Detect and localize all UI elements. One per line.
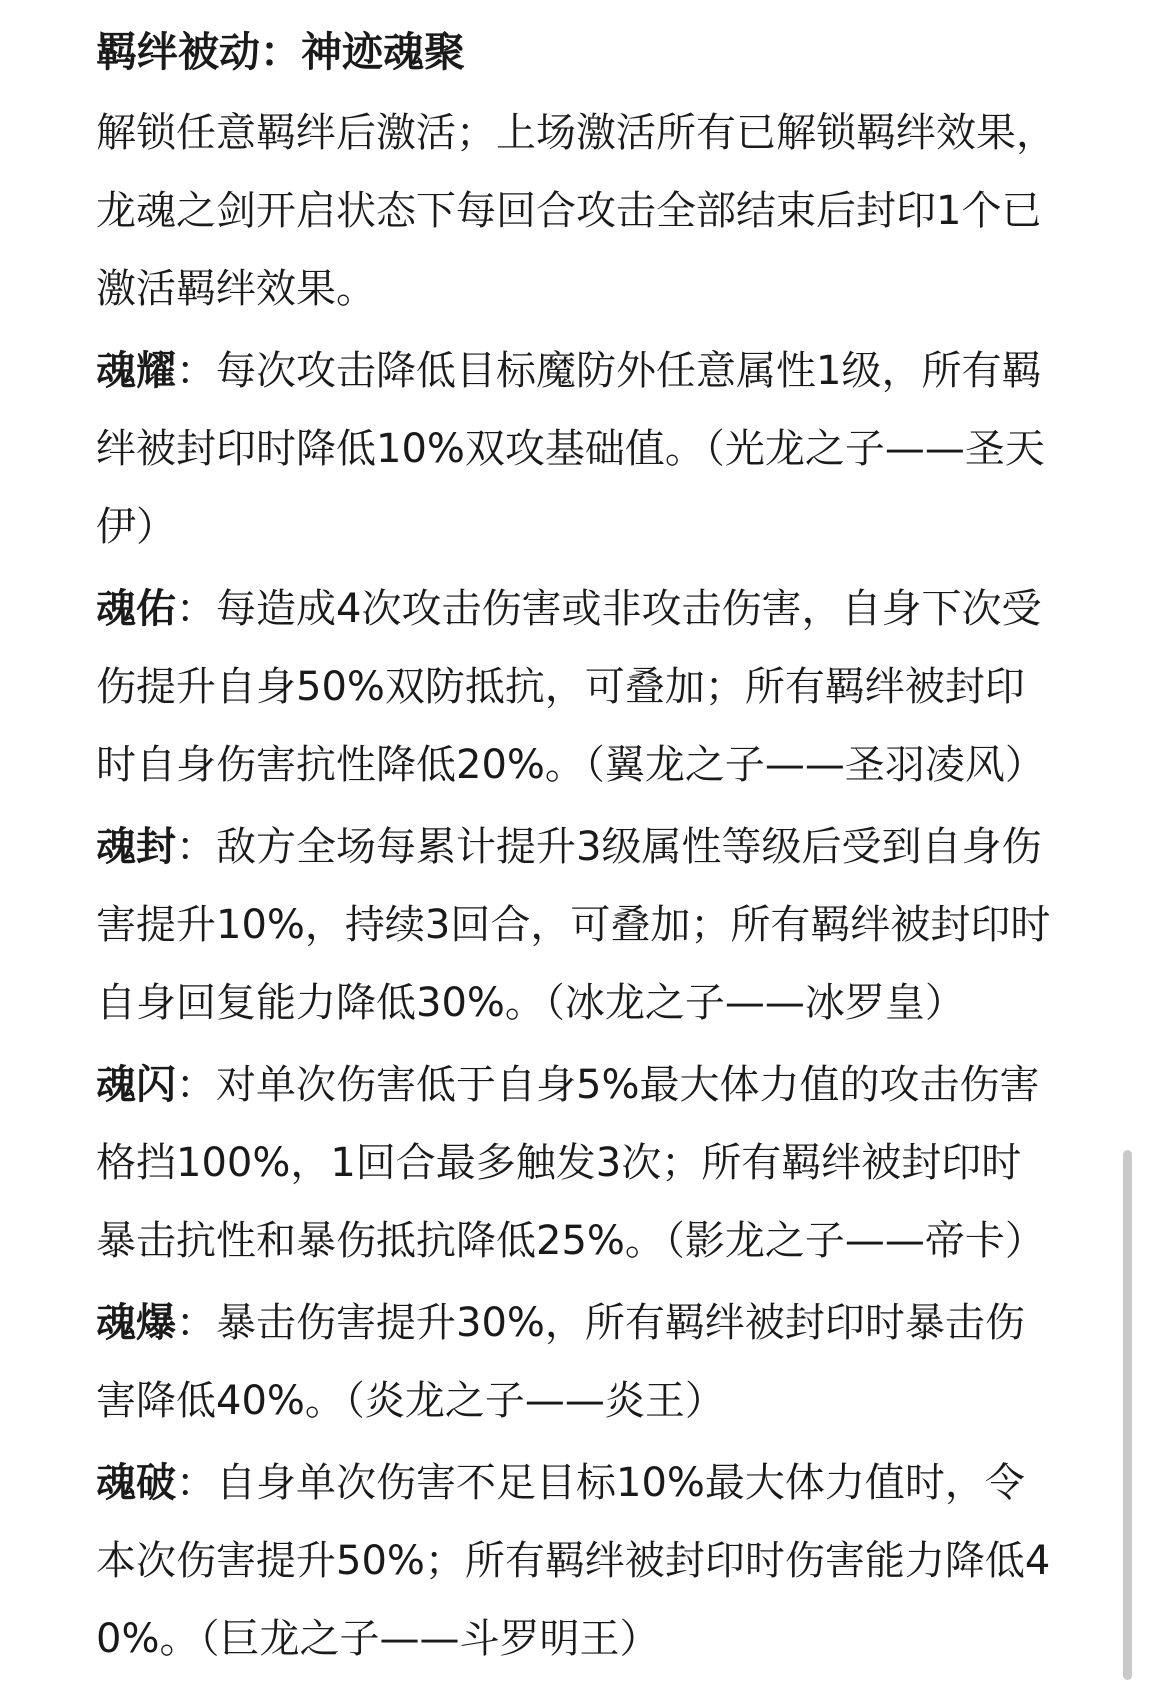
effect-term: 魂爆 xyxy=(96,1300,176,1346)
effect-description: 每造成4次攻击伤害或非攻击伤害，自身下次受伤提升自身50%双防抵抗，可叠加；所有羁绊被封印时自身伤害抗性降低20%。（翼龙之子——圣羽凌风） xyxy=(96,586,1045,788)
effect-separator: ： xyxy=(176,348,216,394)
intro-paragraph: 解锁任意羁绊后激活；上场激活所有已解锁羁绊效果，龙魂之剑开启状态下每回合攻击全部结束后封印1个已激活羁绊效果。 xyxy=(96,110,1056,312)
effect-description: 每次攻击降低目标魔防外任意属性1级，所有羁绊被封印时降低10%双攻基础值。（光龙之子——圣天伊） xyxy=(96,348,1045,550)
effect-paragraph-hunfeng xyxy=(96,808,1056,1042)
article-content xyxy=(96,24,1056,1682)
effect-description: 对单次伤害低于自身5%最大体力值的攻击伤害格挡100%，1回合最多触发3次；所有羁绊被封印时暴击抗性和暴伤抵抗降低25%。（影龙之子——帝卡） xyxy=(96,1062,1045,1264)
effect-separator: ： xyxy=(176,586,216,632)
effect-separator: ： xyxy=(176,1460,216,1506)
effect-separator: ： xyxy=(176,1062,216,1108)
effect-paragraph-hunshan xyxy=(96,1046,1056,1280)
section-heading: 羁绊被动：神迹魂聚 xyxy=(96,28,465,76)
effect-paragraph-hunyou xyxy=(96,570,1056,804)
effect-term: 魂闪 xyxy=(96,1062,176,1108)
vertical-scrollbar[interactable] xyxy=(1123,1150,1132,1680)
effect-separator: ： xyxy=(176,824,216,870)
effect-paragraph-hunyao xyxy=(96,332,1056,566)
effect-description: 敌方全场每累计提升3级属性等级后受到自身伤害提升10%，持续3回合，可叠加；所有羁绊被封印时自身回复能力降低30%。（冰龙之子——冰罗皇） xyxy=(96,824,1051,1026)
effect-separator: ： xyxy=(176,1300,216,1346)
effect-description: 暴击伤害提升30%，所有羁绊被封印时暴击伤害降低40%。（炎龙之子——炎王） xyxy=(96,1300,1025,1424)
effect-description: 自身单次伤害不足目标10%最大体力值时，令本次伤害提升50%；所有羁绊被封印时伤害能力降低40%。（巨龙之子——斗罗明王） xyxy=(96,1460,1051,1662)
effect-term: 魂佑 xyxy=(96,586,176,632)
effect-term: 魂破 xyxy=(96,1460,176,1506)
effect-paragraph-hunbao xyxy=(96,1284,1056,1440)
effect-term: 魂耀 xyxy=(96,348,176,394)
effect-paragraph-hunpo xyxy=(96,1444,1056,1678)
effect-term: 魂封 xyxy=(96,824,176,870)
